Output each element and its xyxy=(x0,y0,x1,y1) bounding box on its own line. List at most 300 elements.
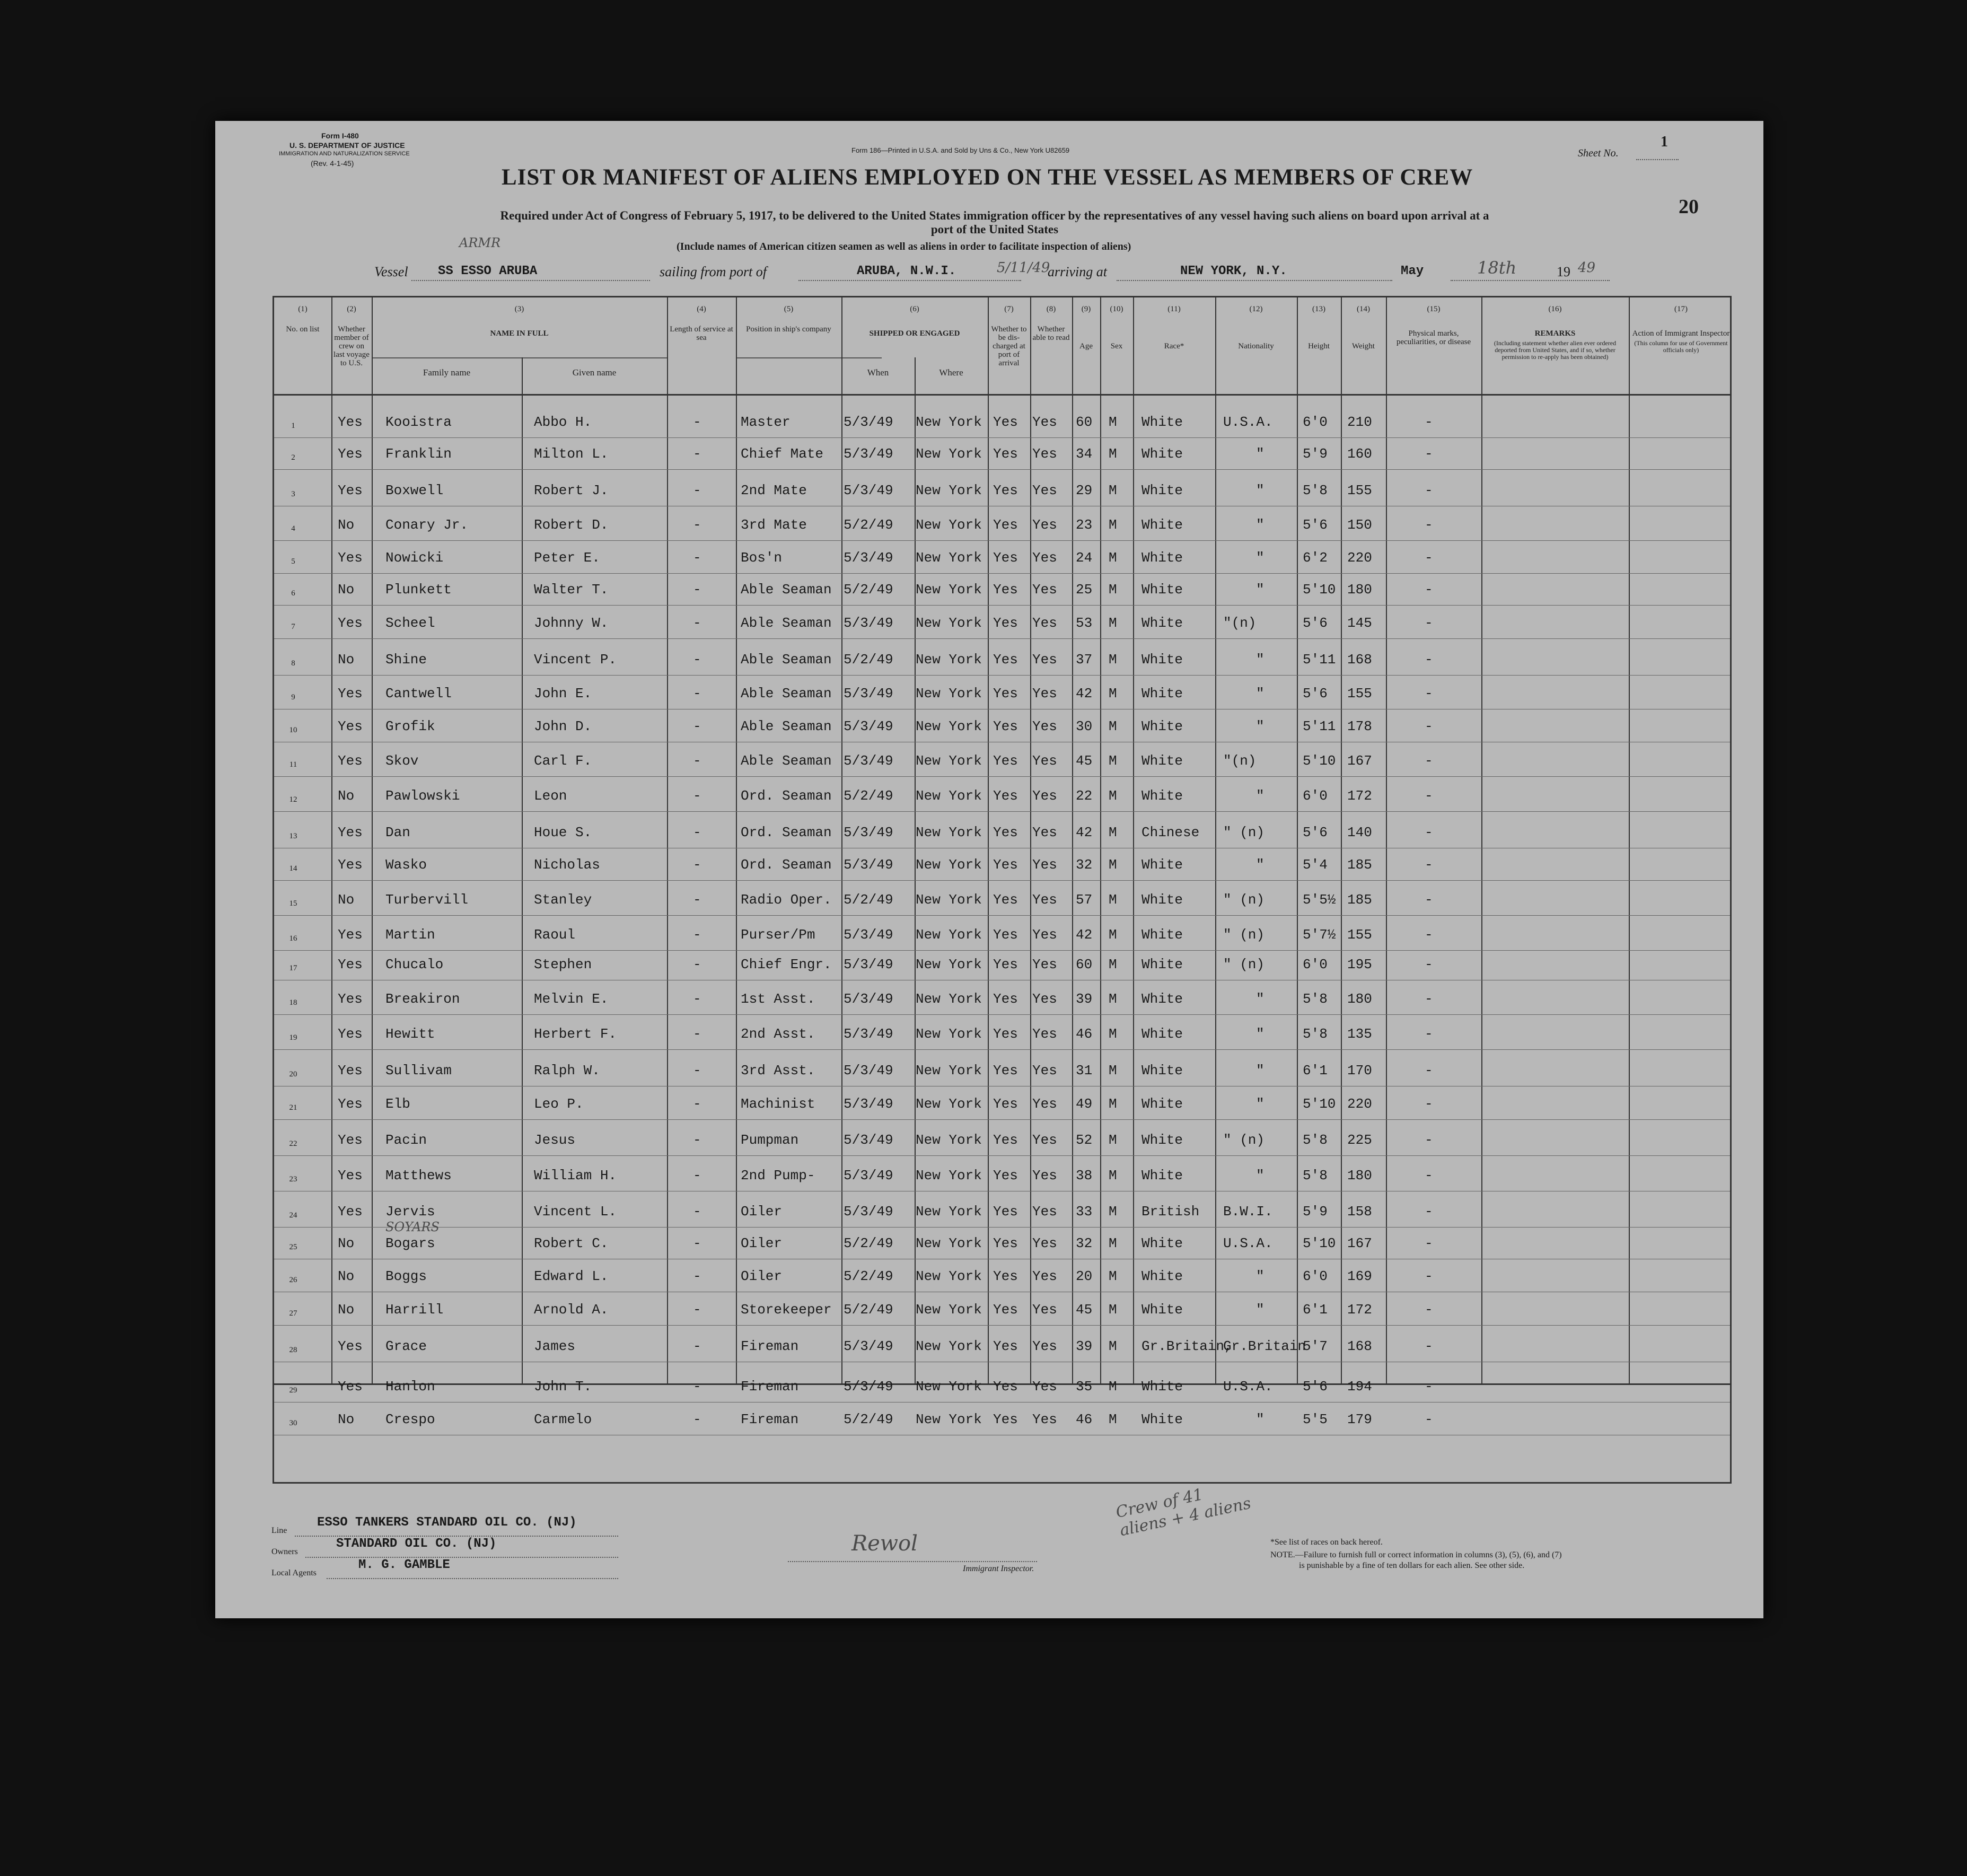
able-to-read-cell: Yes xyxy=(1032,718,1057,734)
weight-cell: 155 xyxy=(1347,927,1372,943)
prior-voyage-cell: Yes xyxy=(338,686,363,702)
shipped-where-cell: New York xyxy=(916,615,982,631)
column-header-c1: No. on list xyxy=(286,325,320,334)
page-title: LIST OR MANIFEST OF ALIENS EMPLOYED ON THE VESSEL AS MEMBERS OF CREW xyxy=(502,165,1473,190)
sex-cell: M xyxy=(1109,857,1117,873)
row-number: 13 xyxy=(289,832,297,840)
position-cell: 2nd Mate xyxy=(741,483,807,498)
race-cell: White xyxy=(1141,686,1183,702)
able-to-read-cell: Yes xyxy=(1032,1302,1057,1318)
shipped-where-cell: New York xyxy=(916,1096,982,1112)
service-length-cell: - xyxy=(693,788,701,804)
prior-voyage-cell: Yes xyxy=(338,857,363,873)
service-length-cell: - xyxy=(693,857,701,873)
sex-cell: M xyxy=(1109,788,1117,804)
column-number-c16: (16) xyxy=(1548,305,1562,313)
sex-cell: M xyxy=(1109,825,1117,840)
line-label: Line xyxy=(271,1526,287,1535)
table-row xyxy=(274,1204,1730,1225)
prior-voyage-cell: Yes xyxy=(338,1063,363,1079)
physical-marks-cell: - xyxy=(1425,1379,1433,1395)
row-rule xyxy=(274,811,1730,812)
weight-cell: 170 xyxy=(1347,1063,1372,1079)
able-to-read-cell: Yes xyxy=(1032,927,1057,943)
age-cell: 38 xyxy=(1076,1168,1093,1184)
prior-voyage-cell: Yes xyxy=(338,1096,363,1112)
able-to-read-cell: Yes xyxy=(1032,957,1057,972)
nationality-cell: " (n) xyxy=(1223,892,1265,908)
row-rule xyxy=(274,1325,1730,1326)
position-cell: Ord. Seaman xyxy=(741,857,832,873)
weight-cell: 195 xyxy=(1347,957,1372,972)
printer-line: Form 186—Printed in U.S.A. and Sold by Uns & Co., New York U82659 xyxy=(851,146,1070,154)
race-cell: White xyxy=(1141,1132,1183,1148)
shipped-when-cell: 5/3/49 xyxy=(844,1204,893,1220)
height-cell: 5'6 xyxy=(1303,825,1328,840)
position-cell: Master xyxy=(741,414,791,430)
sex-cell: M xyxy=(1109,753,1117,769)
given-name-cell: Milton L. xyxy=(534,446,609,462)
physical-marks-cell: - xyxy=(1425,1302,1433,1318)
race-cell: White xyxy=(1141,1063,1183,1079)
nationality-cell: " xyxy=(1256,446,1264,462)
prior-voyage-cell: Yes xyxy=(338,1204,363,1220)
shipped-when-cell: 5/3/49 xyxy=(844,991,893,1007)
height-cell: 5'8 xyxy=(1303,1132,1328,1148)
form-revision: (Rev. 4-1-45) xyxy=(311,159,354,168)
arriving-underline xyxy=(1117,280,1392,281)
service-length-cell: - xyxy=(693,1026,701,1042)
sex-cell: M xyxy=(1109,1063,1117,1079)
given-name-cell: Jesus xyxy=(534,1132,576,1148)
vessel-name: SS ESSO ARUBA xyxy=(438,264,538,278)
height-cell: 5'9 xyxy=(1303,1204,1328,1220)
row-rule xyxy=(274,880,1730,881)
position-cell: Fireman xyxy=(741,1412,799,1427)
shipped-where-cell: New York xyxy=(916,753,982,769)
shipped-when-cell: 5/2/49 xyxy=(844,1268,893,1284)
table-row xyxy=(274,892,1730,913)
nationality-cell: " (n) xyxy=(1223,1132,1265,1148)
given-name-cell: Melvin E. xyxy=(534,991,609,1007)
owners-value: STANDARD OIL CO. (NJ) xyxy=(336,1537,497,1551)
service-length-cell: - xyxy=(693,1338,701,1354)
race-cell: White xyxy=(1141,1412,1183,1427)
row-number: 11 xyxy=(289,760,297,769)
physical-marks-cell: - xyxy=(1425,1412,1433,1427)
age-cell: 42 xyxy=(1076,686,1093,702)
service-length-cell: - xyxy=(693,1168,701,1184)
age-cell: 35 xyxy=(1076,1379,1093,1395)
race-cell: White xyxy=(1141,652,1183,668)
name-sub-rule xyxy=(372,357,667,358)
height-cell: 5'6 xyxy=(1303,686,1328,702)
row-number: 24 xyxy=(289,1211,297,1220)
position-cell: Oiler xyxy=(741,1204,783,1220)
shipped-when-cell: 5/3/49 xyxy=(844,927,893,943)
family-name-cell: Skov xyxy=(385,753,419,769)
prior-voyage-cell: Yes xyxy=(338,753,363,769)
position-cell: Bos'n xyxy=(741,550,783,566)
family-name-cell: Sullivam xyxy=(385,1063,452,1079)
row-number: 10 xyxy=(289,726,297,734)
shipped-where-cell: New York xyxy=(916,892,982,908)
shipped-when-cell: 5/2/49 xyxy=(844,788,893,804)
family-name-cell: Shine xyxy=(385,652,427,668)
height-cell: 5'5½ xyxy=(1303,892,1336,908)
arrival-year-handwritten: 49 xyxy=(1578,260,1596,276)
table-row xyxy=(274,483,1730,504)
discharged-cell: Yes xyxy=(993,483,1018,498)
discharged-cell: Yes xyxy=(993,1096,1018,1112)
physical-marks-cell: - xyxy=(1425,1338,1433,1354)
given-name-cell: Ralph W. xyxy=(534,1063,600,1079)
sex-cell: M xyxy=(1109,1096,1117,1112)
prior-voyage-cell: Yes xyxy=(338,1338,363,1354)
service-length-cell: - xyxy=(693,483,701,498)
column-header-c16: REMARKS xyxy=(1534,329,1576,338)
physical-marks-cell: - xyxy=(1425,1026,1433,1042)
sheet-label: Sheet No. xyxy=(1578,147,1619,159)
owners-underline xyxy=(305,1557,618,1558)
shipped-when-cell: 5/2/49 xyxy=(844,582,893,598)
age-cell: 20 xyxy=(1076,1268,1093,1284)
row-rule xyxy=(274,638,1730,639)
height-cell: 5'8 xyxy=(1303,1026,1328,1042)
physical-marks-cell: - xyxy=(1425,550,1433,566)
sex-cell: M xyxy=(1109,615,1117,631)
discharged-cell: Yes xyxy=(993,753,1018,769)
nationality-cell: Gr.Britain xyxy=(1223,1338,1306,1354)
sex-cell: M xyxy=(1109,446,1117,462)
age-cell: 33 xyxy=(1076,1204,1093,1220)
prior-voyage-cell: Yes xyxy=(338,446,363,462)
given-name-cell: Vincent L. xyxy=(534,1204,617,1220)
service-length-cell: - xyxy=(693,1268,701,1284)
row-number: 1 xyxy=(291,422,295,430)
row-number: 21 xyxy=(289,1103,297,1112)
nationality-cell: " xyxy=(1256,857,1264,873)
able-to-read-cell: Yes xyxy=(1032,892,1057,908)
nationality-cell: B.W.I. xyxy=(1223,1204,1273,1220)
service-length-cell: - xyxy=(693,1379,701,1395)
prior-voyage-cell: Yes xyxy=(338,483,363,498)
sex-cell: M xyxy=(1109,1168,1117,1184)
shipped-where-cell: New York xyxy=(916,582,982,598)
family-name-cell: Boggs xyxy=(385,1268,427,1284)
requirement-note: (Include names of American citizen seamen as well as aliens in order to facilitate inspection of aliens) xyxy=(677,241,1131,252)
nationality-cell: " xyxy=(1256,1268,1264,1284)
row-rule xyxy=(274,469,1730,470)
physical-marks-cell: - xyxy=(1425,414,1433,430)
nationality-cell: "(n) xyxy=(1223,615,1257,631)
nationality-cell: " xyxy=(1256,582,1264,598)
discharged-cell: Yes xyxy=(993,1168,1018,1184)
discharged-cell: Yes xyxy=(993,957,1018,972)
age-cell: 32 xyxy=(1076,857,1093,873)
race-cell: White xyxy=(1141,582,1183,598)
physical-marks-cell: - xyxy=(1425,483,1433,498)
family-name-cell: Franklin xyxy=(385,446,452,462)
able-to-read-cell: Yes xyxy=(1032,414,1057,430)
height-cell: 6'0 xyxy=(1303,957,1328,972)
family-name-cell: Scheel xyxy=(385,615,435,631)
position-cell: Able Seaman xyxy=(741,582,832,598)
table-row xyxy=(274,1379,1730,1400)
table-row xyxy=(274,1220,1730,1257)
race-cell: White xyxy=(1141,1268,1183,1284)
table-row xyxy=(274,582,1730,603)
column-number-c1: (1) xyxy=(298,305,308,313)
race-cell: White xyxy=(1141,446,1183,462)
column-number-c12: (12) xyxy=(1249,305,1263,313)
nationality-cell: " (n) xyxy=(1223,825,1265,840)
shipped-where-cell: New York xyxy=(916,788,982,804)
penalty-note: NOTE.—Failure to furnish full or correct information in columns (3), (5), (6), and (7) xyxy=(1270,1550,1562,1559)
position-cell: 2nd Asst. xyxy=(741,1026,815,1042)
shipped-when-cell: 5/3/49 xyxy=(844,957,893,972)
prior-voyage-cell: No xyxy=(338,788,355,804)
column-header-c7: Whether to be dis-charged at port of arrival xyxy=(991,325,1027,367)
column-number-c13: (13) xyxy=(1312,305,1325,313)
shipped-when-cell: 5/3/49 xyxy=(844,1063,893,1079)
shipped-where-cell: New York xyxy=(916,1235,982,1251)
age-cell: 45 xyxy=(1076,1302,1093,1318)
height-cell: 5'8 xyxy=(1303,991,1328,1007)
position-cell: Pumpman xyxy=(741,1132,799,1148)
age-cell: 53 xyxy=(1076,615,1093,631)
row-rule xyxy=(274,675,1730,676)
discharged-cell: Yes xyxy=(993,652,1018,668)
race-cell: British xyxy=(1141,1204,1200,1220)
physical-marks-cell: - xyxy=(1425,1235,1433,1251)
able-to-read-cell: Yes xyxy=(1032,517,1057,533)
race-cell: White xyxy=(1141,414,1183,430)
prior-voyage-cell: No xyxy=(338,1268,355,1284)
column-header-c11: Race* xyxy=(1164,342,1184,350)
row-rule xyxy=(274,605,1730,606)
nationality-cell: " xyxy=(1256,788,1264,804)
sex-cell: M xyxy=(1109,718,1117,734)
given-name-cell: Walter T. xyxy=(534,582,609,598)
position-cell: Oiler xyxy=(741,1235,783,1251)
discharged-cell: Yes xyxy=(993,825,1018,840)
race-cell: White xyxy=(1141,517,1183,533)
family-name-cell: Elb xyxy=(385,1096,410,1112)
race-cell: White xyxy=(1141,615,1183,631)
age-cell: 45 xyxy=(1076,753,1093,769)
age-cell: 52 xyxy=(1076,1132,1093,1148)
crew-table xyxy=(273,296,1732,1484)
table-row xyxy=(274,788,1730,809)
row-number: 29 xyxy=(289,1386,297,1395)
physical-marks-cell: - xyxy=(1425,582,1433,598)
race-cell: White xyxy=(1141,892,1183,908)
position-cell: 2nd Pump- xyxy=(741,1168,815,1184)
vessel-underline xyxy=(411,280,650,281)
age-cell: 24 xyxy=(1076,550,1093,566)
row-number: 4 xyxy=(291,524,295,533)
table-row xyxy=(274,652,1730,673)
nationality-cell: " xyxy=(1256,652,1264,668)
line-value: ESSO TANKERS STANDARD OIL CO. (NJ) xyxy=(317,1515,577,1530)
sex-cell: M xyxy=(1109,1412,1117,1427)
family-name-cell: Pawlowski xyxy=(385,788,460,804)
prior-voyage-cell: No xyxy=(338,652,355,668)
able-to-read-cell: Yes xyxy=(1032,1268,1057,1284)
shipped-where-cell: New York xyxy=(916,483,982,498)
sex-cell: M xyxy=(1109,1235,1117,1251)
weight-cell: 180 xyxy=(1347,991,1372,1007)
row-rule xyxy=(274,573,1730,574)
sex-cell: M xyxy=(1109,1204,1117,1220)
discharged-cell: Yes xyxy=(993,686,1018,702)
shipped-when-cell: 5/2/49 xyxy=(844,517,893,533)
shipped-where-cell: New York xyxy=(916,414,982,430)
when-header: When xyxy=(867,367,889,378)
height-cell: 5'10 xyxy=(1303,753,1336,769)
height-cell: 5'10 xyxy=(1303,1235,1336,1251)
race-cell: White xyxy=(1141,753,1183,769)
column-header-c6: SHIPPED OR ENGAGED xyxy=(869,329,960,338)
sex-cell: M xyxy=(1109,892,1117,908)
given-name-header: Given name xyxy=(572,367,617,378)
able-to-read-cell: Yes xyxy=(1032,615,1057,631)
nationality-cell: " (n) xyxy=(1223,927,1265,943)
race-cell: White xyxy=(1141,857,1183,873)
column-subheader-c17: (This column for use of Government officials only) xyxy=(1634,339,1728,354)
row-number: 6 xyxy=(291,589,295,598)
able-to-read-cell: Yes xyxy=(1032,1132,1057,1148)
inspector-label: Immigrant Inspector. xyxy=(963,1564,1034,1573)
prior-voyage-cell: Yes xyxy=(338,1026,363,1042)
given-name-cell: Peter E. xyxy=(534,550,600,566)
position-cell: Chief Mate xyxy=(741,446,824,462)
able-to-read-cell: Yes xyxy=(1032,991,1057,1007)
family-name-cell: Chucalo xyxy=(385,957,444,972)
column-number-c3: (3) xyxy=(514,305,524,313)
service-length-cell: - xyxy=(693,753,701,769)
agents-underline xyxy=(327,1578,618,1579)
row-number: 18 xyxy=(289,998,297,1007)
shipped-where-cell: New York xyxy=(916,825,982,840)
able-to-read-cell: Yes xyxy=(1032,1096,1057,1112)
given-name-cell: John T. xyxy=(534,1379,592,1395)
weight-cell: 194 xyxy=(1347,1379,1372,1395)
family-name-cell: Dan xyxy=(385,825,410,840)
able-to-read-cell: Yes xyxy=(1032,1168,1057,1184)
column-header-c13: Height xyxy=(1308,342,1330,350)
physical-marks-cell: - xyxy=(1425,517,1433,533)
inspector-underline xyxy=(788,1561,1037,1562)
shipped-when-cell: 5/2/49 xyxy=(844,892,893,908)
given-name-cell: Abbo H. xyxy=(534,414,592,430)
physical-marks-cell: - xyxy=(1425,991,1433,1007)
height-cell: 6'0 xyxy=(1303,788,1328,804)
row-number: 28 xyxy=(289,1346,297,1354)
row-number: 15 xyxy=(289,899,297,908)
physical-marks-cell: - xyxy=(1425,1063,1433,1079)
table-row xyxy=(274,1338,1730,1360)
height-cell: 5'7½ xyxy=(1303,927,1336,943)
given-name-cell: Leo P. xyxy=(534,1096,584,1112)
discharged-cell: Yes xyxy=(993,550,1018,566)
discharged-cell: Yes xyxy=(993,582,1018,598)
physical-marks-cell: - xyxy=(1425,615,1433,631)
age-cell: 34 xyxy=(1076,446,1093,462)
shipped-where-cell: New York xyxy=(916,1204,982,1220)
height-cell: 5'4 xyxy=(1303,857,1328,873)
able-to-read-cell: Yes xyxy=(1032,788,1057,804)
weight-cell: 168 xyxy=(1347,1338,1372,1354)
age-cell: 60 xyxy=(1076,414,1093,430)
column-number-c4: (4) xyxy=(697,305,706,313)
age-cell: 57 xyxy=(1076,892,1093,908)
given-name-cell: William H. xyxy=(534,1168,617,1184)
table-row xyxy=(274,1268,1730,1290)
handwritten-correction: SOYARS xyxy=(385,1220,440,1234)
row-rule xyxy=(274,1227,1730,1228)
service-length-cell: - xyxy=(693,1302,701,1318)
height-cell: 5'8 xyxy=(1303,1168,1328,1184)
given-name-cell: Vincent P. xyxy=(534,652,617,668)
sex-cell: M xyxy=(1109,686,1117,702)
given-name-cell: Leon xyxy=(534,788,567,804)
able-to-read-cell: Yes xyxy=(1032,857,1057,873)
sex-cell: M xyxy=(1109,550,1117,566)
shipped-where-cell: New York xyxy=(916,718,982,734)
able-to-read-cell: Yes xyxy=(1032,686,1057,702)
given-name-cell: John D. xyxy=(534,718,592,734)
prior-voyage-cell: Yes xyxy=(338,957,363,972)
age-cell: 39 xyxy=(1076,991,1093,1007)
prior-voyage-cell: Yes xyxy=(338,615,363,631)
shipped-where-cell: New York xyxy=(916,1268,982,1284)
header-rule xyxy=(274,394,1730,396)
given-name-cell: Arnold A. xyxy=(534,1302,609,1318)
discharged-cell: Yes xyxy=(993,446,1018,462)
height-cell: 6'0 xyxy=(1303,414,1328,430)
sex-cell: M xyxy=(1109,1338,1117,1354)
weight-cell: 169 xyxy=(1347,1268,1372,1284)
shipped-when-cell: 5/3/49 xyxy=(844,1096,893,1112)
shipped-when-cell: 5/3/49 xyxy=(844,1026,893,1042)
shipped-when-cell: 5/3/49 xyxy=(844,615,893,631)
service-length-cell: - xyxy=(693,718,701,734)
physical-marks-cell: - xyxy=(1425,718,1433,734)
nationality-cell: " xyxy=(1256,991,1264,1007)
discharged-cell: Yes xyxy=(993,788,1018,804)
physical-marks-cell: - xyxy=(1425,857,1433,873)
position-cell: Able Seaman xyxy=(741,652,832,668)
table-row xyxy=(274,1302,1730,1323)
race-cell: White xyxy=(1141,1096,1183,1112)
service-length-cell: - xyxy=(693,414,701,430)
row-number: 12 xyxy=(289,795,297,804)
able-to-read-cell: Yes xyxy=(1032,1235,1057,1251)
weight-cell: 180 xyxy=(1347,1168,1372,1184)
weight-cell: 167 xyxy=(1347,1235,1372,1251)
physical-marks-cell: - xyxy=(1425,788,1433,804)
discharged-cell: Yes xyxy=(993,1338,1018,1354)
requirement-line-1: Required under Act of Congress of February 5, 1917, to be delivered to the United States immigration officer by the representatives of any vessel having such aliens on board upon arrival at a xyxy=(500,209,1489,222)
penalty-note-2: is punishable by a fine of ten dollars for each alien. See other side. xyxy=(1299,1561,1525,1570)
column-header-c4: Length of service at sea xyxy=(670,325,733,342)
able-to-read-cell: Yes xyxy=(1032,582,1057,598)
table-row xyxy=(274,615,1730,636)
family-name-cell: Breakiron xyxy=(385,991,460,1007)
able-to-read-cell: Yes xyxy=(1032,1063,1057,1079)
